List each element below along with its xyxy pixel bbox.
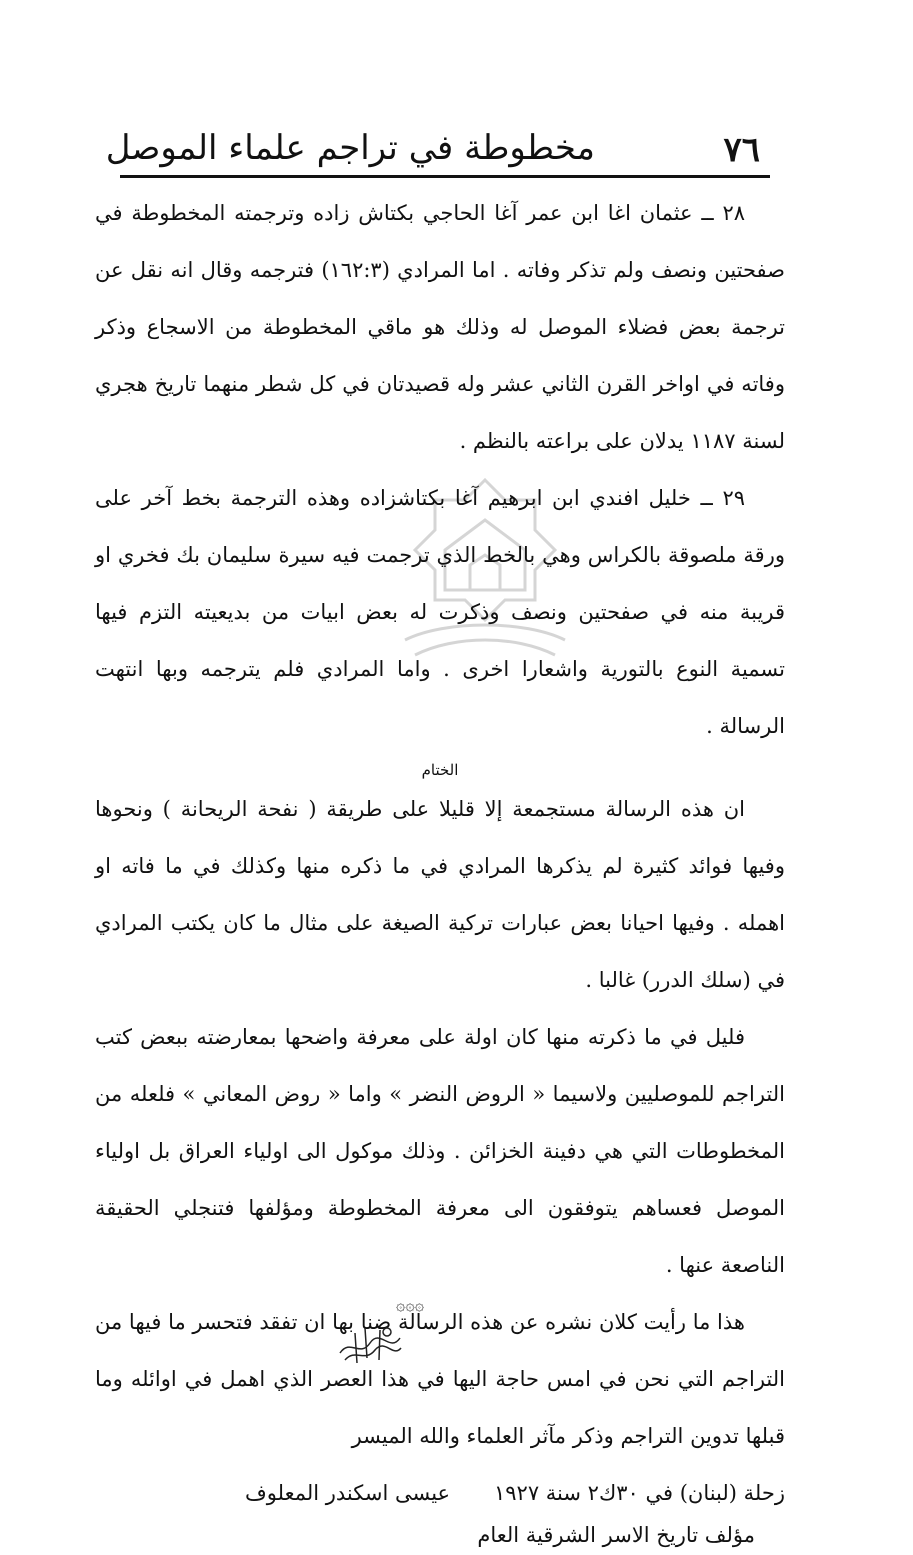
closing-heading: الختام: [421, 761, 459, 779]
closing-paragraph: هذا ما رأيت كلان نشره عن هذه الرسالة ضنا بها ان تفقد فتحسر ما فيها من التراجم التي نحن في امس حاجة اليها في هذا العصر الذي اهمل في اوائله وما قبلها تدوين التراجم وذكر مآثر العلماء والله الميسر: [95, 1310, 785, 1448]
closing-paragraph: ان هذه الرسالة مستجمعة إلا قليلا على طريقة ( نفحة الريحانة ) ونحوها وفيها فوائد كثيرة لم يذكرها المرادي في ما ذكره منها وكذلك في ما فاته او اهمله . وفيها احيانا بعض عبارات تركية الصيغة على مثال ما كان يكتب المرادي في (سلك الدرر) غالبا .: [95, 797, 786, 992]
signature-place-date: زحلة (لبنان) في ٣٠ك٢ سنة ١٩٢٧: [493, 1481, 785, 1505]
page-number: ٧٦: [723, 130, 760, 170]
entry-29: ٢٩ ــ خليل افندي ابن ابرهيم آغا بكتاشزاده وهذه الترجمة بخط آخر على ورقة ملصوقة بالكراس وهي بالخط الذي ترجمت فيه سيرة سليمان بك فخري او قريبة منه في صفحتين ونصف وذكرت له بعض ابيات من بديعيته التزم فيها تسمية النوع بالتورية واشعارا اخرى . واما المرادي فلم يترجمه وبها انتهت الرسالة .: [95, 486, 785, 738]
library-seal-icon: [335, 1318, 405, 1368]
signature-author: عيسى اسكندر المعلوف: [245, 1481, 451, 1505]
page-header: [105, 118, 770, 178]
header-rule: [120, 175, 770, 178]
end-ornament: ۞۞۞: [395, 1295, 425, 1314]
entry-28: ٢٨ ــ عثمان اغا ابن عمر آغا الحاجي بكتاش زاده وترجمته المخطوطة في صفحتين ونصف ولم تذكر وفاته . اما المرادي (١٦٢:٣) فترجمه وقال انه نقل عن ترجمة بعض فضلاء الموصل له وذلك هو ماقي المخطوطة من الاسجاع وذكر وفاته في اواخر القرن الثاني عشر وله قصيدتان في كل شطر منهما تاريخ هجري لسنة ١١٨٧ يدلان على براعته بالنظم .: [95, 201, 786, 453]
signature-author-title: مؤلف تاريخ الاسر الشرقية العام: [477, 1523, 755, 1547]
running-title: مخطوطة في تراجم علماء الموصل: [105, 128, 595, 168]
signature-row: [95, 1471, 785, 1515]
body-text: [95, 185, 785, 1555]
closing-paragraph: فليل في ما ذكرته منها كان اولة على معرفة واضحها بمعارضته ببعض كتب التراجم للموصليين ولاسيما « الروض النضر » واما « روض المعاني » فلعله من المخطوطات التي هي دفينة الخزائن . وذلك موكول الى اولياء العراق بل اولياء الموصل فعساهم يتوفقون الى معرفة المخطوطة ومؤلفها فتنجلي الحقيقة الناصعة عنها .: [95, 1025, 785, 1277]
